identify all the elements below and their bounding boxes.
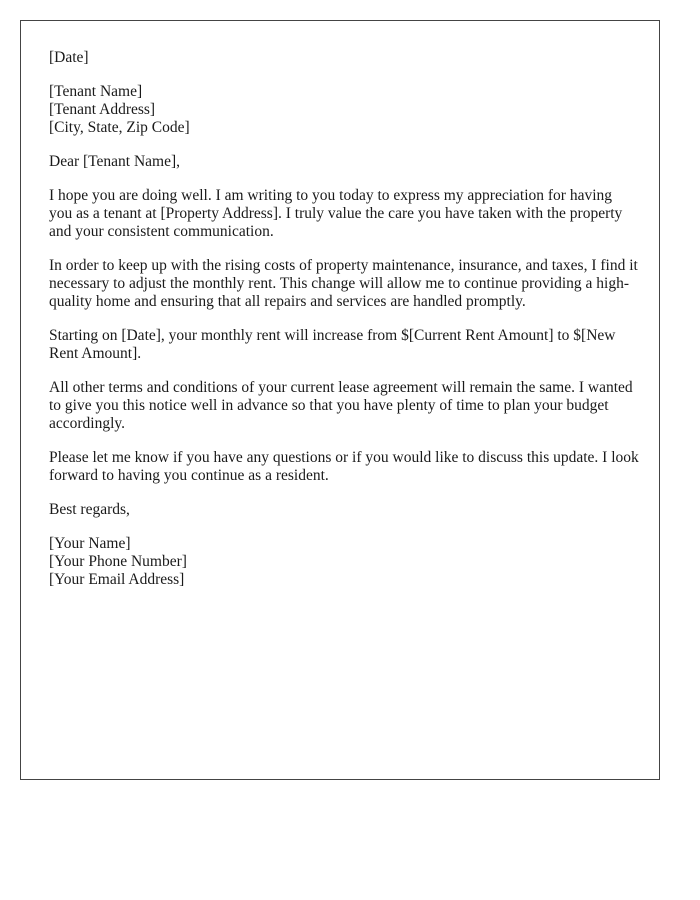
recipient-city-state-zip: [City, State, Zip Code] <box>49 119 190 136</box>
sender-email: [Your Email Address] <box>49 571 185 588</box>
recipient-block <box>49 83 639 137</box>
paragraph-rent-change: Starting on [Date], your monthly rent will increase from $[Current Rent Amount] to $[New Rent Amount]. <box>49 327 616 362</box>
recipient-name: [Tenant Name] <box>49 83 143 100</box>
letter-body <box>49 49 639 605</box>
sender-block <box>49 535 639 589</box>
recipient-address: [Tenant Address] <box>49 101 156 118</box>
paragraph-appreciation: I hope you are doing well. I am writing to you today to express my appreciation for having you as a tenant at [Property Address]. I truly value the care you have taken with the property and your consistent communication. <box>49 187 623 240</box>
paragraph-reason: In order to keep up with the rising costs of property maintenance, insurance, and taxes, I find it necessary to adjust the monthly rent. This change will allow me to continue providing a high-quality home and ensuring that all repairs and services are handled promptly. <box>49 257 638 310</box>
closing: Best regards, <box>49 501 130 518</box>
sender-name: [Your Name] <box>49 535 131 552</box>
letter-date: [Date] <box>49 49 89 66</box>
sender-phone: [Your Phone Number] <box>49 553 187 570</box>
paragraph-lease-terms: All other terms and conditions of your current lease agreement will remain the same. I wanted to give you this notice well in advance so that you have plenty of time to plan your budget accordingly. <box>49 379 633 432</box>
salutation: Dear [Tenant Name], <box>49 153 181 170</box>
paragraph-contact: Please let me know if you have any questions or if you would like to discuss this update. I look forward to having you continue as a resident. <box>49 449 639 484</box>
letter-frame <box>20 20 660 780</box>
